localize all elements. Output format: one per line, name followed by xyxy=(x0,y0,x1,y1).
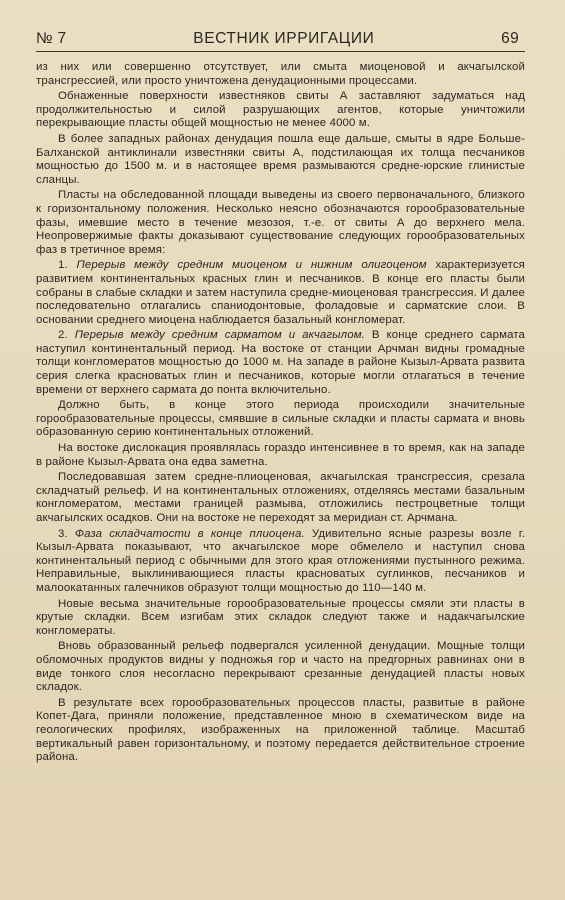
article-body xyxy=(36,61,525,765)
paragraph: Должно быть, в конце этого периода происходили значительные горообразовательные процессы, смявшие в сильные складки и пласты сармата и вновь образованную серию континентальных отложений. xyxy=(36,399,525,439)
paragraph: Новые весьма значительные горообразовательные процессы смяли эти пласты в крутые складки. Всем изгибам этих складок следуют также и надакчагылские конгломераты. xyxy=(36,597,525,637)
paragraph-numbered xyxy=(36,528,525,596)
paragraph: Вновь образованный рельеф подвергался усиленной денудации. Мощные толщи обломочных продуктов видны у подножья гор и часто на предгорных равнинах они в виде тонкого слоя несогласно перекрывают срезанные денудацией пласты новых складок. xyxy=(36,640,525,694)
journal-title: ВЕСТНИК ИРРИГАЦИИ xyxy=(193,30,375,47)
section-heading: Фаза складчатости в конце плиоцена. xyxy=(74,527,305,540)
paragraph: Последовавшая затем средне-плиоценовая, акчагылская трансгрессия, срезала складчатый рельеф. И на континентальных отложениях, отделяясь местами базальным конгломератом, местами границей размыва, отложились пестроцветные толщи акчагылских осадков. Они на востоке не переходят за меридиан ст. Арчмана. xyxy=(36,471,525,524)
paragraph: из них или совершенно отсутствует, или смыта миоценовой и акчагылской трансгрессией, или просто уничтожена денудационными процессами. xyxy=(36,61,525,87)
item-number: 1. xyxy=(58,259,77,272)
paragraph-text: характеризуется развитием континентальных красных глин и песчаников. В конце его пласты были собраны в слабые складки и затем наступила средне-миоценовая трансгрессия. И далее последовательно отлагались спаниодонтовые, фоладовые и сарматские слои. В основании среднего миоцена наблюдается базальный конгломерат. xyxy=(36,259,525,326)
paragraph: В результате всех горообразовательных процессов пласты, развитые в районе Копет-Дага, приняли положение, представленное мною в схематическом виде на геологических профилях, изображенных на приложенной таблице. Масштаб вертикальный равен горизонтальному, и поэтому передается действительное строение района. xyxy=(36,696,525,764)
paragraph-text: Удивительно ясные разрезы возле г. Кызыл-Арвата показывают, что акчагылское море обмелело и наступил снова континентальный период с обычными для этого края отложениями пустынного режима. Неправильные, выклинивающиеся пласты красноватых суглинков, песчаников и малоокатанных галечников образуют толщи мощностью до 110—140 м. xyxy=(36,527,525,594)
running-header xyxy=(36,30,525,52)
page-number: 69 xyxy=(501,30,519,47)
item-number: 2. xyxy=(58,329,75,342)
paragraph-text: В конце среднего сармата наступил континентальный период. На востоке от станции Арчман видны громадные толщи конгломератов мощностью до 1000 м. На западе в районе Кызыл-Арвата развита серия слегка красноватых глин и песчаников, которые могли отлагаться в течение времени от верхнего сармата до понта включительно. xyxy=(36,329,526,396)
paragraph: Пласты на обследованной площади выведены из своего первоначального, близкого к горизонтальному положения. Несколько неясно обозначаются горообразовательные фазы, имевшие место в течение мезозоя, т.-е. от свиты А до верхнего мела. Неопровержимые факты доказывают существование следующих горообразовательных фаз в третичное время: xyxy=(36,189,525,256)
section-heading: Перерыв между средним сарматом и акчагылом. xyxy=(74,329,365,342)
paragraph: В более западных районах денудация пошла еще дальше, смыты в ядре Больше-Балханской антиклинали известняки свиты А, подстилающая их толща песчаников мощностью до 1500 м. и в настоящее время размываются средне-юрские глинистые сланцы. xyxy=(36,132,525,186)
paragraph-numbered xyxy=(36,329,525,397)
issue-number: № 7 xyxy=(36,30,67,47)
paragraph: На востоке дислокация проявлялась гораздо интенсивнее в то время, как на западе в районе Кызыл-Арвата она едва заметна. xyxy=(36,442,525,468)
paragraph: Обнаженные поверхности известняков свиты А заставляют задуматься над продолжительностью и силой разрушающих агентов, которые уничтожили перекрывающие пласты общей мощностью не менее 4000 м. xyxy=(36,90,525,130)
item-number: 3. xyxy=(58,527,75,540)
section-heading: Перерыв между средним миоценом и нижним олигоценом xyxy=(76,259,427,272)
paragraph-numbered xyxy=(36,259,525,327)
